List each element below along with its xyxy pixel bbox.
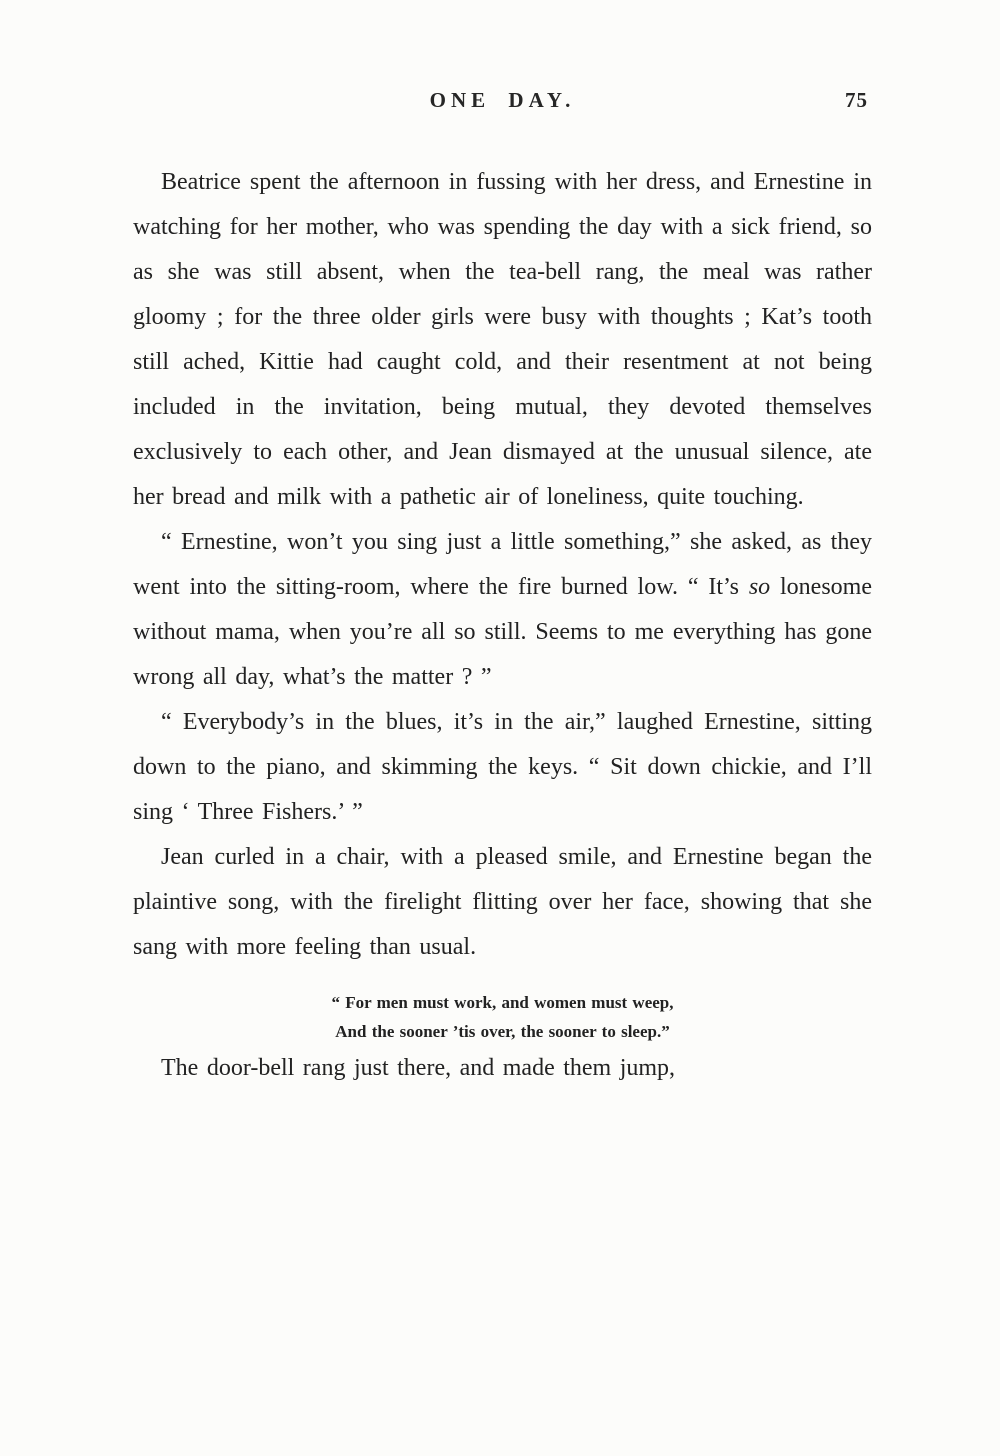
paragraph-3: “ Everybody’s in the blues, it’s in the air,” laughed Ernestine, sitting down to the piano, and skimming the keys. “ Sit down chickie, and I’ll sing ‘ Three Fishers.’ ”: [133, 709, 872, 825]
verse-line-2: And the sooner ’tis over, the sooner to sleep.”: [335, 1022, 670, 1041]
paragraph-2-segment: “ Ernestine, won’t you sing just a little something,” she asked, as they went into the sitting-room, where the fire burned low. “ It’s: [133, 529, 872, 600]
closing-paragraph: The door-bell rang just there, and made them jump,: [161, 1055, 676, 1081]
paragraph-4: Jean curled in a chair, with a pleased smile, and Ernestine began the plaintive song, with the firelight flitting over her face, showing that she sang with more feeling than usual.: [133, 844, 872, 960]
paragraph-1: Beatrice spent the afternoon in fussing with her dress, and Ernestine in watching for her mother, who was spending the day with a sick friend, so as she was still absent, when the tea-bell rang, the meal was rather gloomy ; for the three older girls were busy with thoughts ; Kat’s tooth still ached, Kittie had caught cold, and their resentment at not being included in the invitation, being mutual, they devoted themselves exclusively to each other, and Jean dismayed at the unusual silence, ate her bread and milk with a pathetic air of loneliness, quite touching.: [133, 169, 872, 510]
paragraph-2-segment: lonesome without mama, when you’re all so still. Seems to me everything has gone wrong all day, what’s the matter ? ”: [133, 574, 872, 690]
page-number: 75: [845, 88, 868, 112]
verse-line-1: “ For men must work, and women must weep,: [331, 993, 674, 1012]
verse: [133, 988, 872, 1046]
running-head: [133, 88, 872, 113]
paragraph-2: [133, 520, 872, 700]
page-title: ONE DAY.: [429, 88, 576, 112]
italic-word: so: [748, 574, 771, 600]
page-body: [133, 160, 872, 1091]
